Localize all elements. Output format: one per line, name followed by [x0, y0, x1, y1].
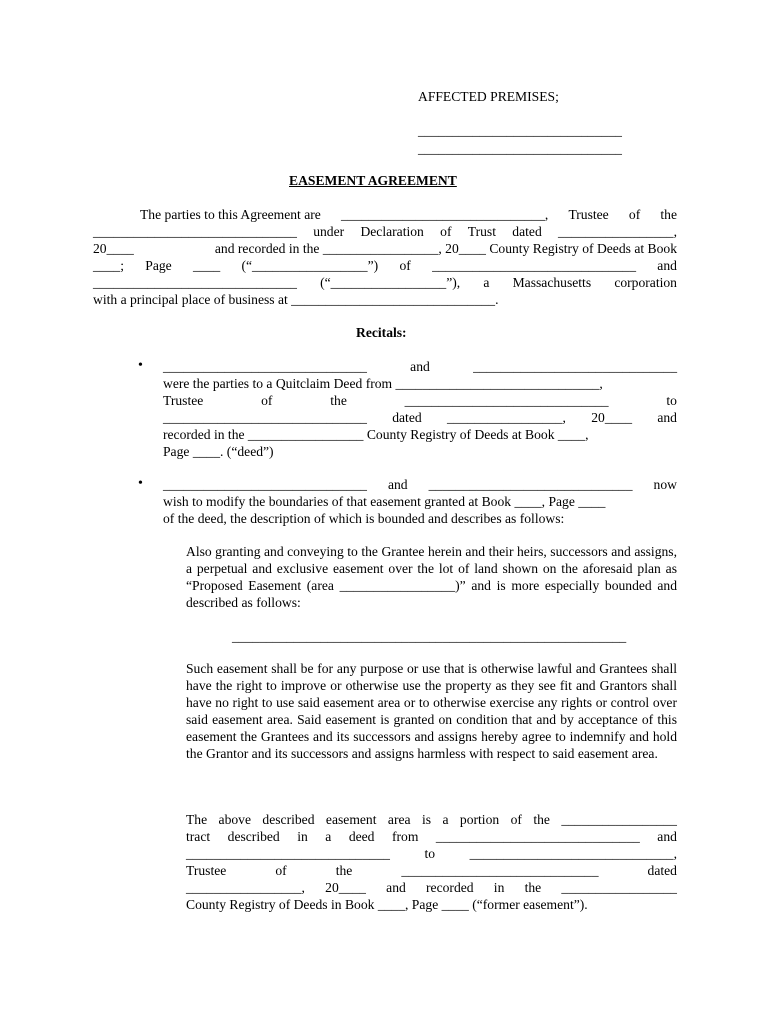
easement-grant-paragraph: Also granting and conveying to the Grantee herein and their heirs, successors and assigns, a perpetual and exclusive easement over the lot of land shown on the aforesaid plan as “Proposed Easement (area _________________)” and is more especially bounded and described as follows:	[186, 544, 677, 610]
description-blank-line: __________________________________________________________	[232, 629, 627, 644]
premises-blank-line: ______________________________	[418, 123, 622, 138]
intro-line: ______________________________ under Declaration of Trust dated _________________,	[93, 224, 677, 239]
recital-line: were the parties to a Quitclaim Deed from ______________________________,	[163, 376, 603, 391]
intro-line: ____; Page ____ (“_________________”) of ______________________________ and	[93, 258, 677, 273]
former-easement-line: Trustee of the _____________________________ dated	[186, 863, 677, 878]
former-easement-line: ______________________________ to ______________________________,	[186, 846, 677, 861]
former-easement-line: The above described easement area is a portion of the _________________	[186, 812, 677, 827]
intro-line: The parties to this Agreement are ______________________________, Trustee of the	[140, 207, 677, 222]
bullet-icon: •	[138, 476, 143, 491]
recitals-heading: Recitals:	[356, 325, 407, 340]
bullet-icon: •	[138, 358, 143, 373]
former-easement-line: County Registry of Deeds in Book ____, Page ____ (“former easement”).	[186, 897, 588, 912]
recital-line: recorded in the _________________ County Registry of Deeds at Book ____,	[163, 427, 589, 442]
intro-line: ______________________________ (“_________________”), a Massachusetts corporation	[93, 275, 677, 290]
recital-line: ______________________________ and ______________________________ now	[163, 477, 677, 492]
recital-line: Trustee of the ______________________________ to	[163, 393, 677, 408]
former-easement-line: tract described in a deed from ______________________________ and	[186, 829, 677, 844]
recital-line: ______________________________ and ______________________________	[163, 359, 677, 374]
affected-premises-label: AFFECTED PREMISES;	[418, 89, 559, 104]
intro-line: with a principal place of business at ______________________________.	[93, 292, 499, 307]
document-title: EASEMENT AGREEMENT	[289, 173, 457, 188]
former-easement-line: _________________, 20____ and recorded in the _________________	[186, 880, 677, 895]
recital-line: Page ____. (“deed”)	[163, 444, 274, 459]
recital-line: wish to modify the boundaries of that easement granted at Book ____, Page ____	[163, 494, 606, 509]
recital-line: of the deed, the description of which is bounded and describes as follows:	[163, 511, 565, 526]
premises-blank-line: ______________________________	[418, 141, 622, 156]
easement-conditions-paragraph: Such easement shall be for any purpose or use that is otherwise lawful and Grantees shall have the right to improve or otherwise use the property as they see fit and Grantors shall have no right to use said easement area or to otherwise exercise any rights or control over said easement area. Said easement is granted on condition that and by acceptance of this easement the Grantees and its successors and assigns hereby agree to indemnify and hold the Grantor and its successors and assigns harmless with respect to said easement area.	[186, 661, 677, 761]
intro-line: 20____ and recorded in the _________________, 20____ County Registry of Deeds at Book	[93, 241, 677, 256]
recital-line: ______________________________ dated _________________, 20____ and	[163, 410, 677, 425]
